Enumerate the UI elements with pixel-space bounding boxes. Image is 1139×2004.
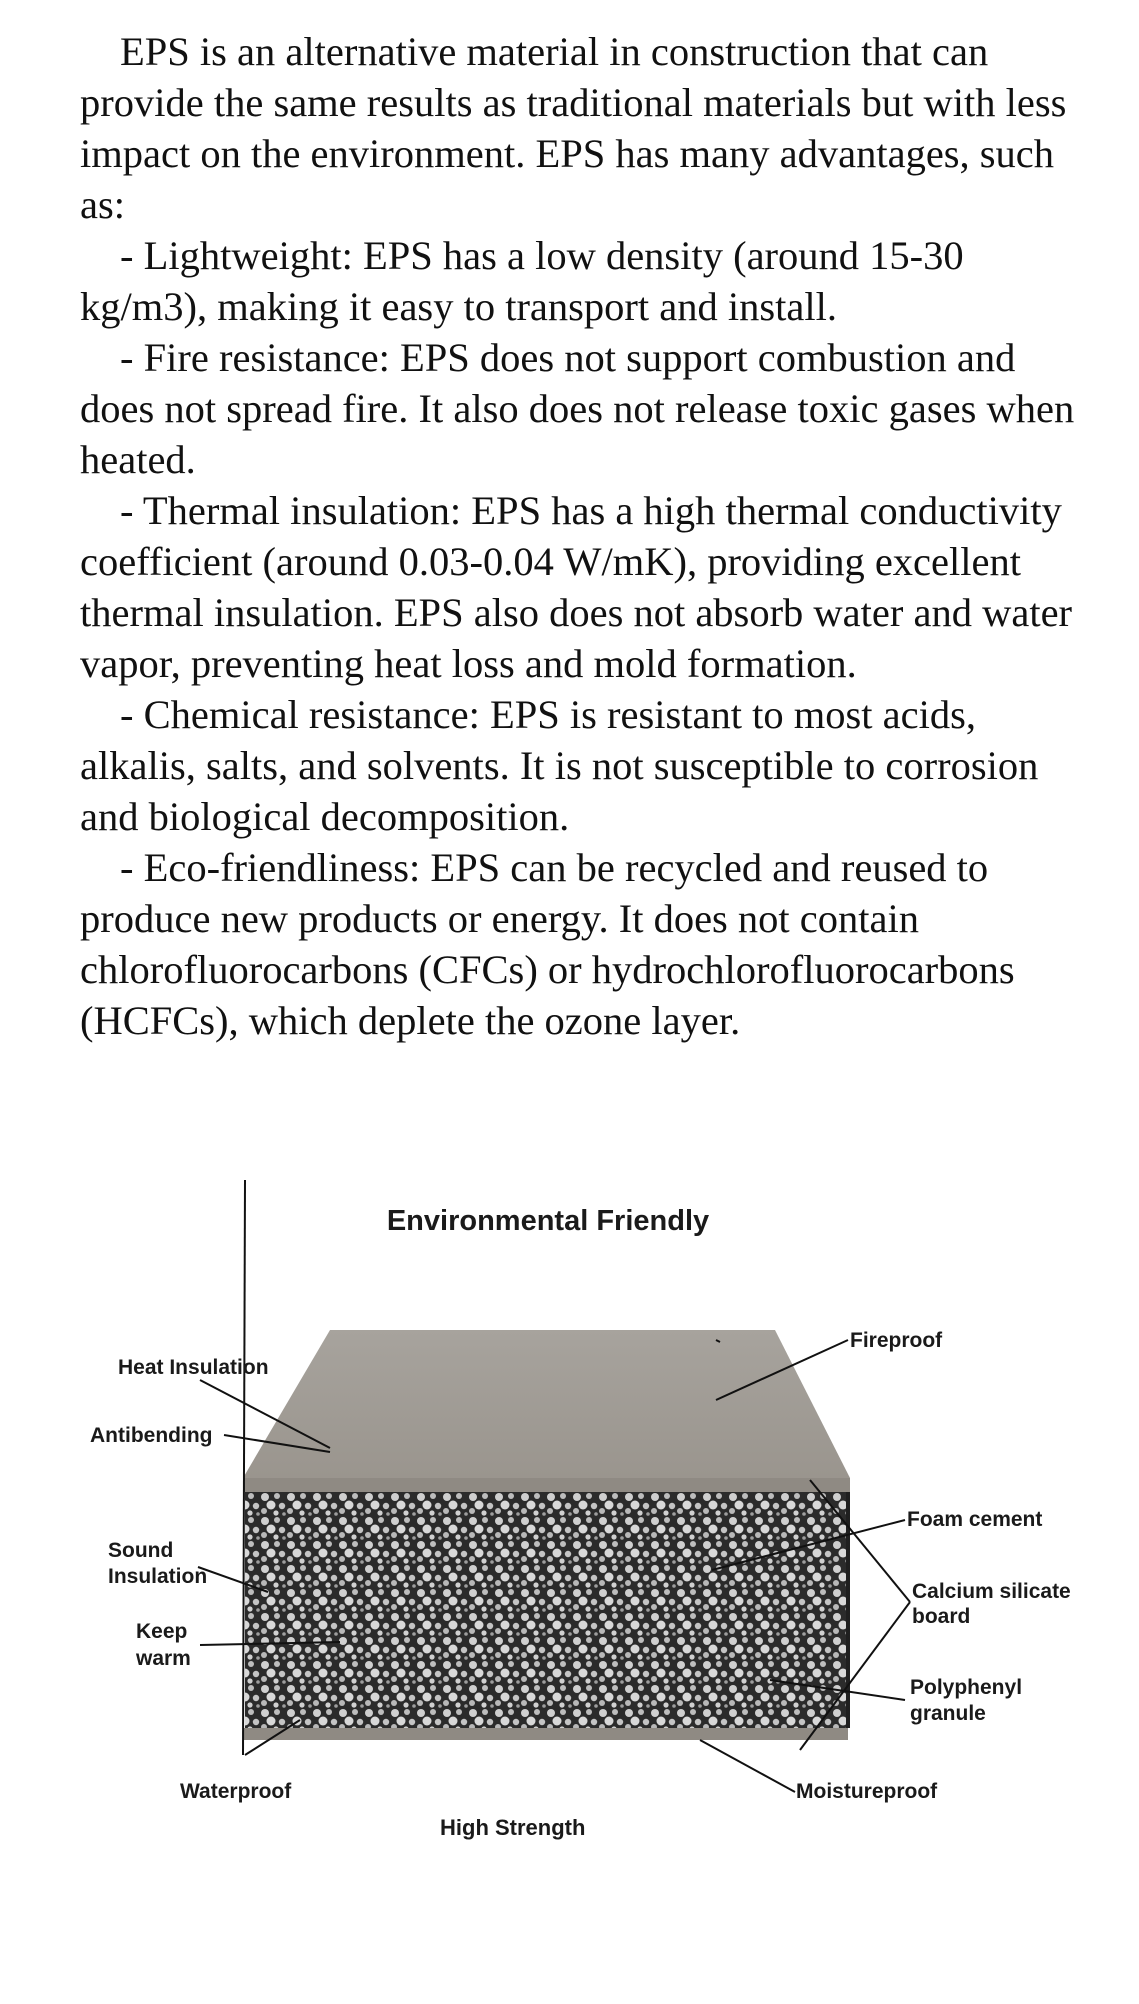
paragraph-fire-resistance: - Fire resistance: EPS does not support combustion and does not spread fire. It also does not release toxic gases when heated. bbox=[80, 335, 1075, 482]
label-sound-insulation-line1: Sound bbox=[108, 1539, 174, 1562]
paragraph-intro: EPS is an alternative material in construction that can provide the same results as traditional materials but with less impact on the environment. EPS has many advantages, such as: bbox=[80, 29, 1067, 227]
label-keep-warm-line1: Keep bbox=[136, 1620, 188, 1643]
label-keep-warm-line2: warm bbox=[136, 1647, 191, 1670]
panel-top-surface bbox=[243, 1330, 850, 1478]
label-heat-insulation: Heat Insulation bbox=[118, 1356, 269, 1379]
label-sound-insulation-line2: Insulation bbox=[108, 1565, 208, 1588]
paragraph-eco-friendliness: - Eco-friendliness: EPS can be recycled and reused to produce new products or energy. It does not contain chlorofluorocarbons (CFCs) or hydrochlorofluorocarbons (HCFCs), which deplete the ozone layer. bbox=[80, 845, 1015, 1043]
label-calcium-silicate-line1: Calcium silicate bbox=[912, 1580, 1071, 1603]
panel-foam-core bbox=[245, 1492, 846, 1730]
label-calcium-silicate-line2: board bbox=[912, 1605, 971, 1628]
label-polyphenyl-line2: granule bbox=[910, 1702, 986, 1725]
paragraph-chemical-resistance: - Chemical resistance: EPS is resistant to most acids, alkalis, salts, and solvents. It is not susceptible to corrosion and biological decomposition. bbox=[80, 692, 1039, 839]
label-foam-cement: Foam cement bbox=[907, 1508, 1043, 1531]
label-antibending: Antibending bbox=[90, 1424, 213, 1447]
label-polyphenyl-line1: Polyphenyl bbox=[910, 1676, 1023, 1699]
paragraph-lightweight: - Lightweight: EPS has a low density (around 15-30 kg/m3), making it easy to transport and install. bbox=[80, 233, 964, 329]
label-fireproof: Fireproof bbox=[850, 1329, 943, 1352]
panel-top-edge bbox=[243, 1478, 850, 1492]
paragraph-thermal-insulation: - Thermal insulation: EPS has a high thermal conductivity coefficient (around 0.03-0.04 W/mK), providing excellent thermal insulation. EPS also does not absorb water and water vapor, preventing heat loss and mold formation. bbox=[80, 488, 1073, 686]
panel-bottom-edge bbox=[243, 1728, 848, 1740]
figure-title: Environmental Friendly bbox=[386, 1205, 710, 1237]
leader-waterproof bbox=[243, 1180, 245, 1755]
eps-panel-figure bbox=[0, 1180, 1139, 1880]
eps-panel-diagram bbox=[0, 1180, 1139, 1880]
leader-moistureproof bbox=[700, 1740, 795, 1792]
label-moistureproof: Moistureproof bbox=[796, 1780, 938, 1803]
label-waterproof: Waterproof bbox=[180, 1780, 292, 1803]
label-high-strength: High Strength bbox=[440, 1815, 586, 1840]
article-text bbox=[80, 26, 1090, 1046]
